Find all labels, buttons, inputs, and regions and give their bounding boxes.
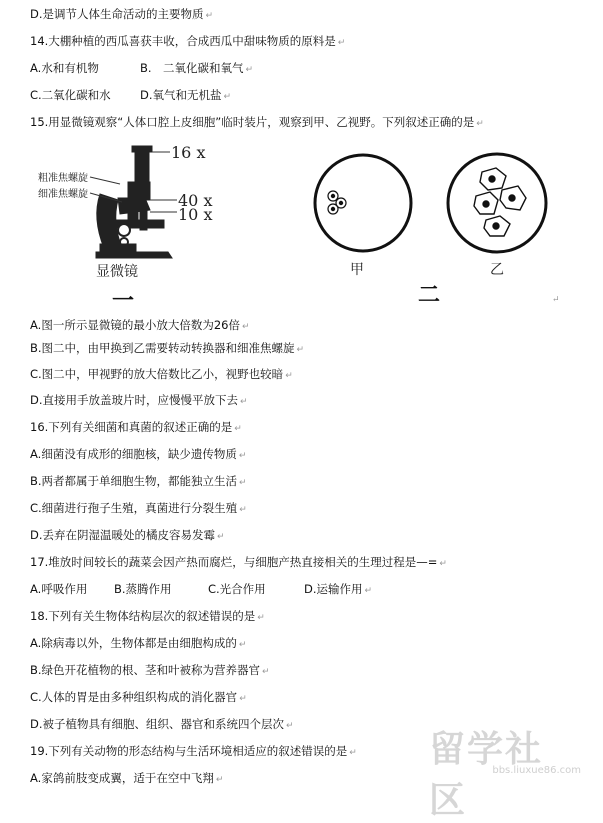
q17-options — [30, 581, 372, 599]
paragraph-mark-icon: ↵ — [234, 424, 242, 434]
paragraph-mark-icon: ↵ — [286, 721, 294, 731]
paragraph-mark-icon: ↵ — [476, 119, 484, 129]
paragraph-mark-icon: ↵ — [238, 451, 247, 461]
figure-1-label: 一 — [112, 288, 135, 314]
q18-option-b: B.绿色开花植物的根、茎和叶被称为营养器官 ↵ — [30, 663, 270, 677]
q17-option-c: C.光合作用 — [208, 582, 266, 596]
watermark-url: bbs.liuxue86.com — [492, 765, 581, 776]
eyepiece-label: 16 x — [171, 143, 206, 162]
paragraph-mark-icon: ↵ — [205, 11, 214, 21]
microscope-caption: 显微镜 — [96, 264, 138, 280]
q19-option-a: A.家鸽前肢变成翼，适于在空中飞翔 ↵ — [30, 771, 224, 785]
paragraph-mark-icon: ↵ — [439, 559, 447, 569]
microscope-figure — [0, 138, 603, 314]
q18-stem: 18.下列有关生物体结构层次的叙述错误的是 ↵ — [30, 609, 265, 623]
q14-option-d: D.氧气和无机盐 — [140, 88, 222, 102]
paragraph-mark-icon: ↵ — [262, 667, 270, 677]
q15-figure — [0, 138, 603, 314]
q14-option-a: A.水和有机物 — [30, 61, 99, 75]
paragraph-mark-icon: ↵ — [238, 640, 247, 650]
paragraph-mark-icon: ↵ — [257, 613, 265, 623]
q15-option-b: B.图二中，由甲换到乙需要转动转换器和细准焦螺旋 ↵ — [30, 341, 305, 355]
fine-focus-label: 细准焦螺旋 — [38, 189, 88, 200]
q18-option-c: C.人体的胃是由多种组织构成的消化器官 ↵ — [30, 690, 247, 704]
paragraph-mark-icon: ↵ — [239, 505, 247, 515]
paragraph-mark-icon: ↵ — [245, 65, 254, 75]
q15-option-c: C.图二中，甲视野的放大倍数比乙小，视野也较暗 ↵ — [30, 367, 293, 381]
view-yi-label: 乙 — [490, 262, 504, 278]
paragraph-mark-icon: ↵ — [223, 92, 232, 102]
q18-option-a: A.除病毒以外，生物体都是由细胞构成的 ↵ — [30, 636, 247, 650]
q14-stem: 14.大棚种植的西瓜喜获丰收，合成西瓜中甜味物质的原料是 ↵ — [30, 34, 346, 48]
paragraph-mark-icon: ↵ — [239, 694, 247, 704]
paragraph-mark-icon: ↵ — [217, 532, 225, 542]
paragraph-mark-icon: ↵ — [239, 478, 247, 488]
objective-10-label: 10 x — [178, 205, 213, 224]
q17-stem: 17.堆放时间较长的蔬菜会因产热而腐烂，与细胞产热直接相关的生理过程是—= ↵ — [30, 555, 447, 569]
view-jia-label: 甲 — [350, 262, 364, 278]
paragraph-mark-icon: ↵ — [215, 775, 224, 785]
q16-stem: 16.下列有关细菌和真菌的叙述正确的是 ↵ — [30, 420, 242, 434]
q15-option-d: D.直接用手放盖玻片时，应慢慢平放下去 ↵ — [30, 393, 248, 407]
q16-option-d: D.丢弃在阴湿温暖处的橘皮容易发霉 ↵ — [30, 528, 225, 542]
paragraph-mark-icon: ↵ — [241, 322, 250, 332]
q15-stem: 15.用显微镜观察“人体口腔上皮细胞”临时装片，观察到甲、乙视野。下列叙述正确的是 ↵ — [30, 115, 484, 129]
q16-option-c: C.细菌进行孢子生殖，真菌进行分裂生殖 ↵ — [30, 501, 247, 515]
q14-options-row2 — [30, 87, 231, 105]
watermark — [429, 721, 589, 821]
q13-option-d: D.是调节人体生命活动的主要物质 ↵ — [30, 7, 214, 21]
q18-option-d: D.被子植物具有细胞、组织、器官和系统四个层次 ↵ — [30, 717, 294, 731]
view-jia — [315, 155, 411, 278]
paragraph-mark-icon: ↵ — [349, 748, 357, 758]
paragraph-mark-icon: ↵ — [337, 38, 346, 48]
paragraph-mark-icon: ↵ — [285, 371, 293, 381]
paragraph-mark-icon: ↵ — [296, 345, 305, 355]
q19-stem: 19.下列有关动物的形态结构与生活环境相适应的叙述错误的是 ↵ — [30, 744, 357, 758]
figure-2-label: 二 — [418, 282, 441, 308]
watermark-title: 留学社区 — [429, 729, 544, 821]
paragraph-mark-icon: ↵ — [240, 397, 248, 407]
paragraph-mark-icon: ↵ — [364, 586, 373, 596]
q14-options-row1 — [30, 60, 253, 78]
q15-option-a: A.图一所示显微镜的最小放大倍数为26倍 ↵ — [30, 318, 250, 332]
view-yi — [448, 154, 546, 278]
coarse-focus-label: 粗准焦螺旋 — [38, 173, 88, 184]
q14-option-c: C.二氧化碳和水 — [30, 88, 111, 102]
objective-40-label: 40 x — [178, 191, 213, 210]
q17-option-b: B.蒸腾作用 — [114, 582, 172, 596]
q16-option-b: B.两者都属于单细胞生物，都能独立生活 ↵ — [30, 474, 247, 488]
microscope-icon — [96, 146, 172, 258]
q17-option-d: D.运输作用 — [304, 582, 363, 596]
q14-option-b: B. 二氧化碳和氧气 — [140, 61, 244, 75]
q16-option-a: A.细菌没有成形的细胞核，缺少遗传物质 ↵ — [30, 447, 247, 461]
paragraph-mark-icon: ↵ — [552, 295, 560, 305]
q17-option-a: A.呼吸作用 — [30, 582, 88, 596]
